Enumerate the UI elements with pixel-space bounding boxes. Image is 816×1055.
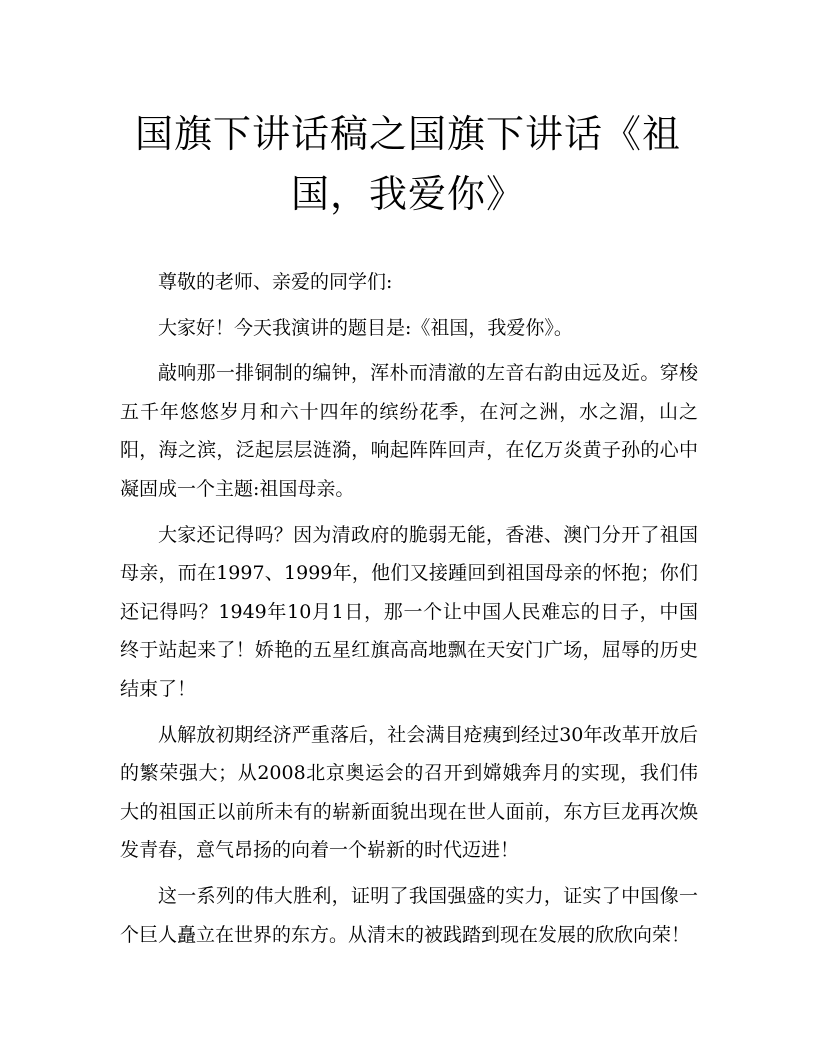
paragraph-bells: 敲响那一排铜制的编钟，浑朴而清澈的左音右韵由远及近。穿梭五千年悠悠岁月和六十四年的缤纷花季，在河之洲，水之湄，山之阳，海之滨，泛起层层涟漪，响起阵阵回声，在亿万炎黄子孙的心中凝固成一个主题:祖国母亲。 xyxy=(120,362,698,500)
paragraph-intro: 大家好！今天我演讲的题目是:《祖国，我爱你》。 xyxy=(158,316,573,339)
document-title: 国旗下讲话稿之国旗下讲话《祖国，我爱你》 xyxy=(134,112,681,216)
paragraph-greeting: 尊敬的老师、亲爱的同学们: xyxy=(158,271,393,293)
paragraph-victory: 这一系列的伟大胜利，证明了我国强盛的实力，证实了中国像一个巨人矗立在世界的东方。从清末的被践踏到现在发展的欣欣向荣！ xyxy=(120,884,698,946)
paragraph-history: 大家还记得吗？因为清政府的脆弱无能，香港、澳门分开了祖国母亲，而在1997、1999年，他们又接踵回到祖国母亲的怀抱；你们还记得吗？1949年10月1日，那一个让中国人民难忘的日子，中国终于站起来了！娇艳的五星红旗高高地飘在天安门广场，屈辱的历史结束了！ xyxy=(120,523,698,700)
paragraph-development: 从解放初期经济严重落后，社会满目疮痍到经过30年改革开放后的繁荣强大；从2008北京奥运会的召开到嫦娥奔月的实现，我们伟大的祖国正以前所未有的崭新面貌出现在世人面前，东方巨龙再次焕发青春，意气昂扬的向着一个崭新的时代迈进！ xyxy=(120,723,698,862)
document-body xyxy=(120,263,698,961)
